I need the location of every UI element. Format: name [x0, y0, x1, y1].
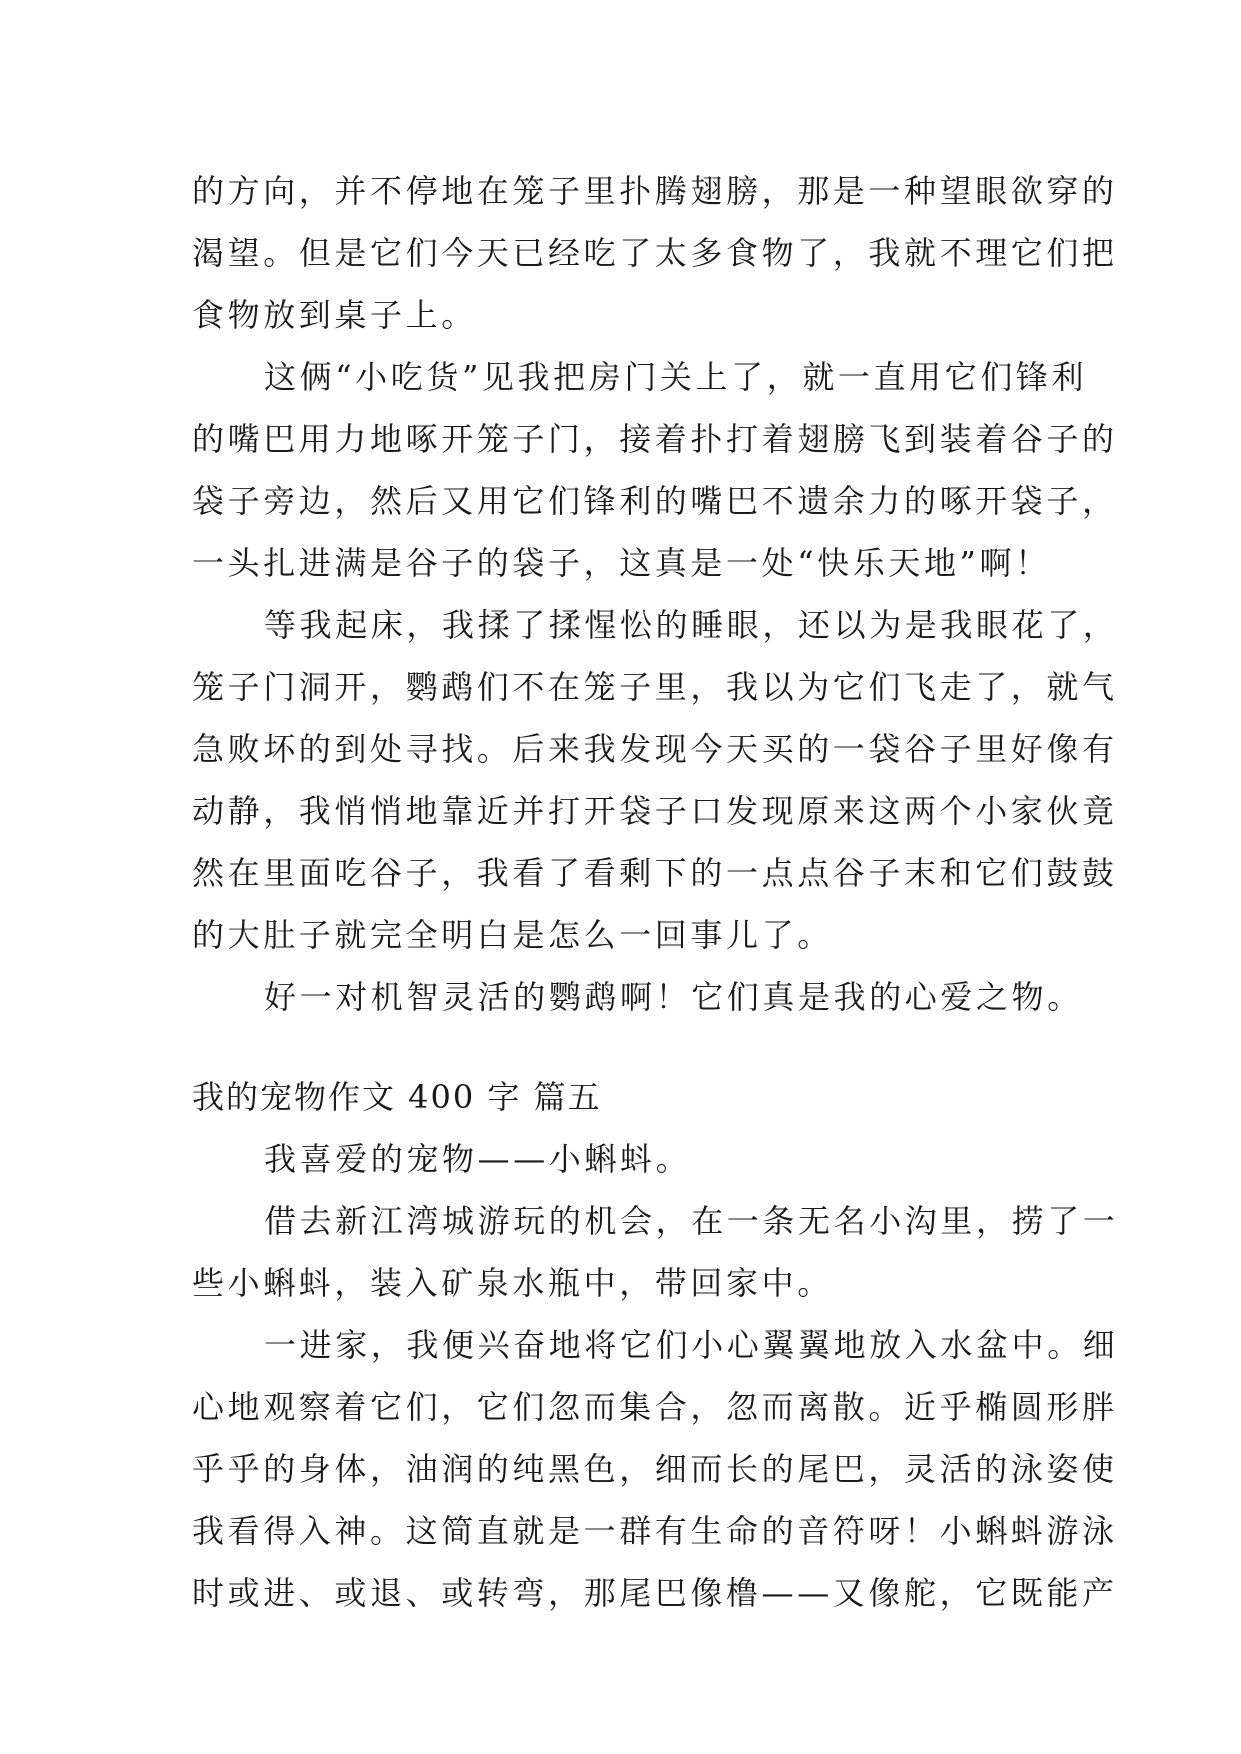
paragraph-line: 借去新江湾城游玩的机会，在一条无名小沟里，捞了一 — [264, 1202, 1119, 1240]
paragraph-line: 乎乎的身体，油润的纯黑色，细而长的尾巴，灵活的泳姿使 — [192, 1450, 1118, 1488]
paragraph-line: 的嘴巴用力地啄开笼子门，接着扑打着翅膀飞到装着谷子的 — [192, 420, 1118, 458]
paragraph-line: 好一对机智灵活的鹦鹉啊！它们真是我的心爱之物。 — [264, 978, 1083, 1016]
section-heading: 我的宠物作文 400 字 篇五 — [192, 1078, 602, 1116]
paragraph-line: 然在里面吃谷子，我看了看剩下的一点点谷子末和它们鼓鼓 — [192, 854, 1118, 892]
paragraph-line: 食物放到桌子上。 — [192, 296, 477, 334]
paragraph-line: 的大肚子就完全明白是怎么一回事儿了。 — [192, 916, 833, 954]
paragraph-line: 一进家，我便兴奋地将它们小心翼翼地放入水盆中。细 — [264, 1326, 1119, 1364]
section-subtitle: 我喜爱的宠物——小蝌蚪。 — [264, 1140, 692, 1178]
paragraph-line: 的方向，并不停地在笼子里扑腾翅膀，那是一种望眼欲穿的 — [192, 172, 1118, 210]
paragraph-line: 渴望。但是它们今天已经吃了太多食物了，我就不理它们把 — [192, 234, 1118, 272]
paragraph-line: 等我起床，我揉了揉惺忪的睡眼，还以为是我眼花了， — [264, 606, 1119, 644]
paragraph-line: 些小蝌蚪，装入矿泉水瓶中，带回家中。 — [192, 1264, 833, 1302]
paragraph-line: 动静，我悄悄地靠近并打开袋子口发现原来这两个小家伙竟 — [192, 792, 1118, 830]
paragraph-line: 笼子门洞开，鹦鹉们不在笼子里，我以为它们飞走了，就气 — [192, 668, 1118, 706]
document-body — [192, 160, 1119, 1624]
paragraph-line: 这俩“小吃货”见我把房门关上了，就一直用它们锋利 — [264, 358, 1088, 396]
paragraph-line: 我看得入神。这简直就是一群有生命的音符呀！小蝌蚪游泳 — [192, 1512, 1118, 1550]
paragraph-line: 袋子旁边，然后又用它们锋利的嘴巴不遗余力的啄开袋子， — [192, 482, 1118, 520]
paragraph-line: 时或进、或退、或转弯，那尾巴像橹——又像舵，它既能产 — [192, 1574, 1118, 1612]
paragraph-line: 心地观察着它们，它们忽而集合，忽而离散。近乎椭圆形胖 — [192, 1388, 1118, 1426]
paragraph-line: 一头扎进满是谷子的袋子，这真是一处“快乐天地”啊！ — [192, 544, 1051, 582]
paragraph-line: 急败坏的到处寻找。后来我发现今天买的一袋谷子里好像有 — [192, 730, 1118, 768]
